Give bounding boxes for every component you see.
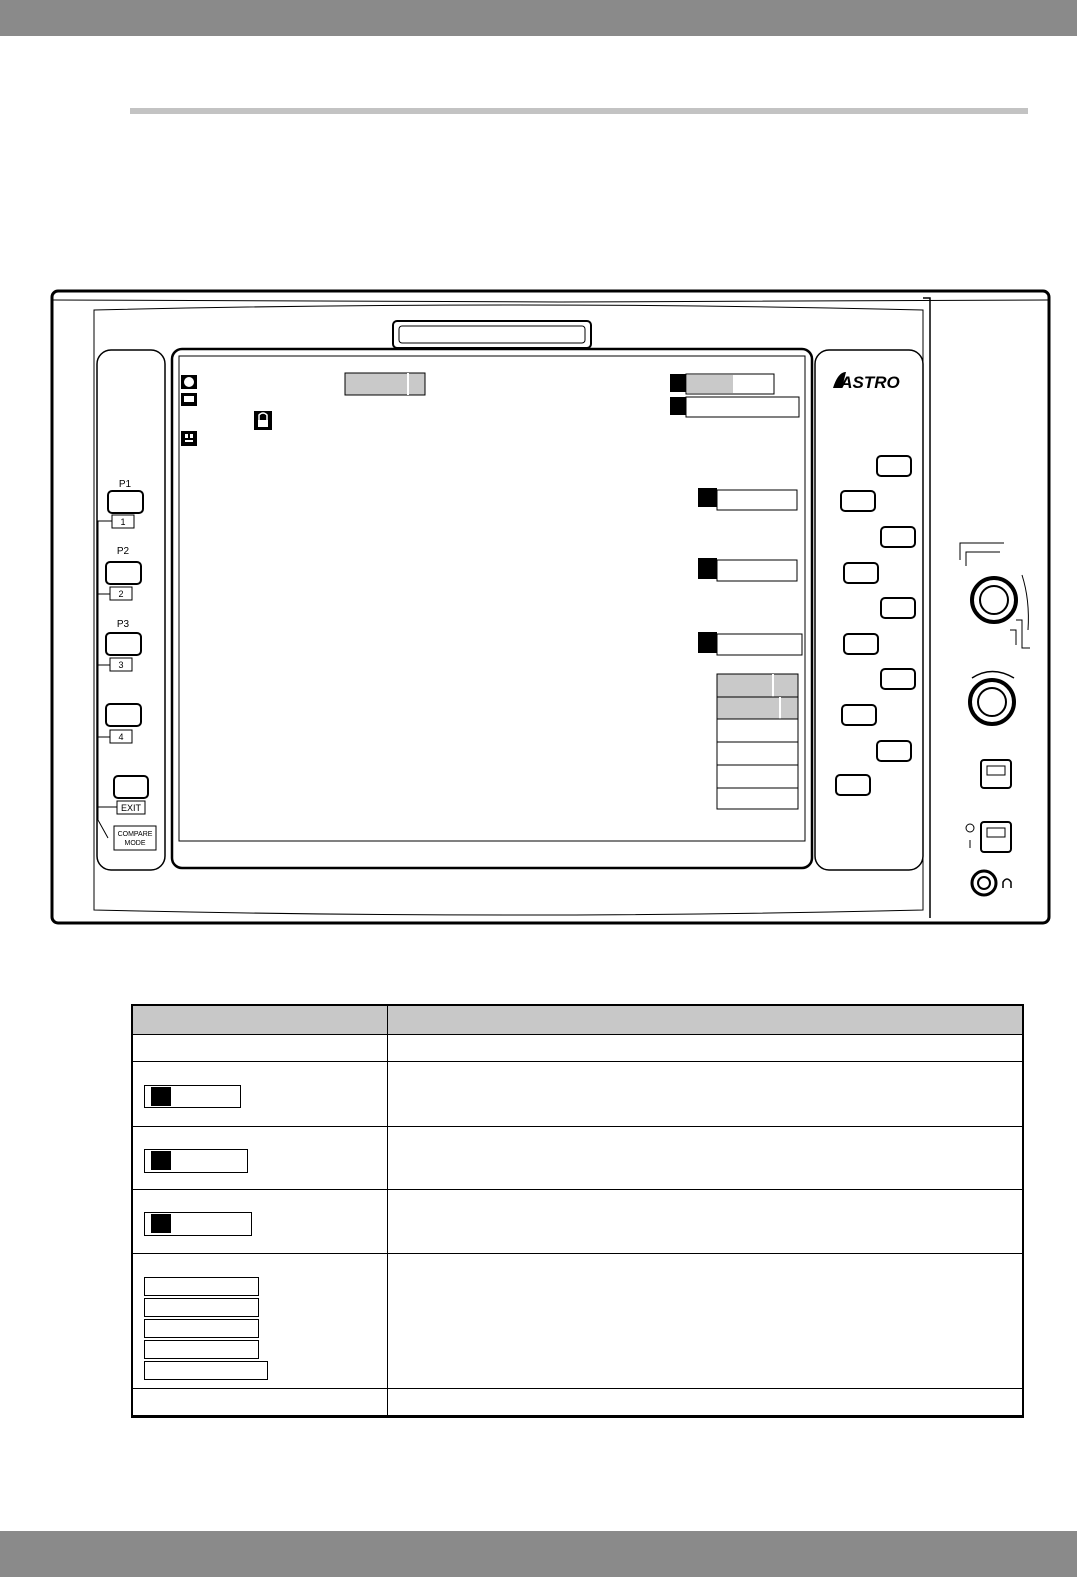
function-button-5 bbox=[881, 598, 915, 618]
function-button-10 bbox=[836, 775, 870, 795]
screen-field-audio-3 bbox=[717, 634, 802, 655]
preset-button-p1 bbox=[108, 491, 143, 513]
function-button-6 bbox=[844, 634, 878, 654]
sample-menu-item bbox=[144, 1340, 259, 1359]
function-button-3 bbox=[881, 527, 915, 547]
brand-logo: ASTRO bbox=[840, 373, 900, 392]
svg-text:3: 3 bbox=[118, 660, 124, 670]
menu-item-6 bbox=[717, 788, 798, 809]
table-row bbox=[133, 1190, 1022, 1254]
menu-item-3 bbox=[717, 719, 798, 742]
sample-menu-item bbox=[144, 1298, 259, 1317]
speaker-arrows-icon bbox=[670, 374, 686, 392]
music-note-icon bbox=[670, 397, 686, 415]
function-button-8 bbox=[842, 705, 876, 725]
exit-label: EXIT bbox=[120, 803, 142, 813]
sample-audio-field bbox=[144, 1149, 248, 1173]
table-row bbox=[133, 1254, 1022, 1389]
screen-field-video-2 bbox=[717, 490, 797, 510]
svg-text:1: 1 bbox=[120, 517, 126, 527]
speaker-arrows-icon bbox=[151, 1087, 171, 1106]
preset-label-p1: P1 bbox=[118, 479, 132, 490]
function-button-1 bbox=[877, 456, 911, 476]
screen-field-audio-2 bbox=[717, 560, 797, 581]
preset-button-p3 bbox=[106, 633, 141, 655]
menu-item-1 bbox=[717, 674, 798, 697]
sample-menu-item bbox=[144, 1277, 259, 1296]
network-icon bbox=[181, 431, 197, 446]
table-header-row bbox=[133, 1006, 1022, 1035]
screen-field-audio bbox=[686, 397, 799, 417]
function-button-9 bbox=[877, 741, 911, 761]
power-indicator bbox=[966, 824, 974, 832]
reference-table bbox=[131, 1004, 1024, 1418]
svg-text:4: 4 bbox=[118, 732, 124, 742]
function-button-4 bbox=[844, 563, 878, 583]
function-button-7 bbox=[881, 669, 915, 689]
svg-text:COMPARE: COMPARE bbox=[117, 831, 153, 838]
preset-button-p2 bbox=[106, 562, 141, 584]
screen-field-center bbox=[345, 373, 425, 395]
exit-button bbox=[114, 776, 148, 798]
music-note-icon bbox=[698, 558, 717, 579]
sample-audio-field-2 bbox=[144, 1212, 252, 1236]
menu-item-5 bbox=[717, 765, 798, 788]
sample-menu-item bbox=[144, 1361, 268, 1380]
preset-label-p2: P2 bbox=[116, 546, 130, 557]
table-row bbox=[133, 1389, 1022, 1416]
menu-item-2 bbox=[717, 697, 798, 719]
music-note-icon bbox=[151, 1214, 171, 1233]
svg-text:MODE: MODE bbox=[124, 840, 146, 847]
preset-button-4 bbox=[106, 704, 141, 726]
sample-menu-item bbox=[144, 1319, 259, 1338]
music-note-icon bbox=[151, 1151, 171, 1170]
speaker-arrows-icon bbox=[698, 488, 717, 507]
table-column-divider bbox=[387, 1006, 388, 1416]
function-button-2 bbox=[841, 491, 875, 511]
footer-band bbox=[0, 1531, 1077, 1577]
sample-video-field bbox=[144, 1085, 241, 1108]
table-row bbox=[133, 1062, 1022, 1127]
top-slot bbox=[393, 321, 591, 348]
table-row bbox=[133, 1035, 1022, 1062]
music-note-icon bbox=[698, 632, 717, 653]
svg-text:2: 2 bbox=[118, 589, 124, 599]
table-row bbox=[133, 1127, 1022, 1190]
preset-label-p3: P3 bbox=[116, 619, 130, 630]
menu-item-4 bbox=[717, 742, 798, 765]
